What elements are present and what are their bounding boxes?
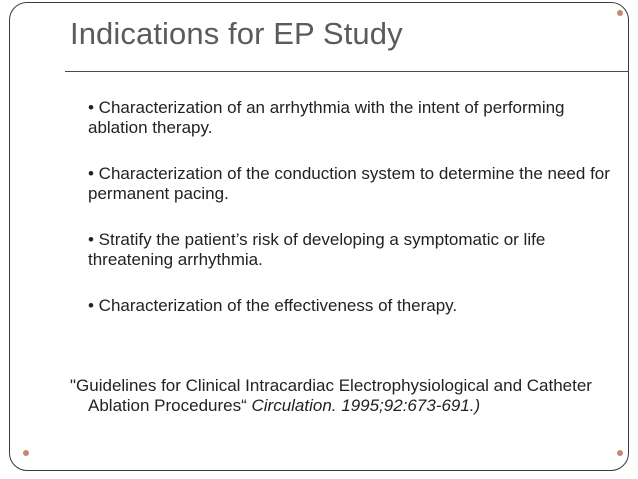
bullet-text: • Characterization of the effectiveness of therapy. bbox=[88, 296, 458, 315]
corner-dot-bottom-left bbox=[23, 450, 29, 456]
corner-dot-bottom-right bbox=[617, 450, 623, 456]
citation-text: "Guidelines for Clinical Intracardiac Electrophysiological and Catheter Ablation Procedures“ bbox=[70, 376, 592, 415]
bullet-item bbox=[70, 296, 610, 316]
bullet-item bbox=[70, 98, 610, 138]
slide-title: Indications for EP Study bbox=[70, 16, 403, 51]
citation-journal: Circulation. 1995;92:673-691.) bbox=[251, 396, 481, 415]
bullet-list bbox=[70, 98, 610, 342]
corner-dot-top-right bbox=[617, 10, 623, 16]
bullet-text: • Characterization of the conduction system to determine the need for permanent pacing. bbox=[88, 164, 610, 203]
citation bbox=[70, 376, 618, 416]
title-divider bbox=[65, 71, 629, 72]
bullet-item bbox=[70, 230, 610, 270]
bullet-text: • Stratify the patient’s risk of developing a symptomatic or life threatening arrhythmia. bbox=[88, 230, 546, 269]
bullet-text: • Characterization of an arrhythmia with the intent of performing ablation therapy. bbox=[88, 98, 565, 137]
bullet-item bbox=[70, 164, 610, 204]
